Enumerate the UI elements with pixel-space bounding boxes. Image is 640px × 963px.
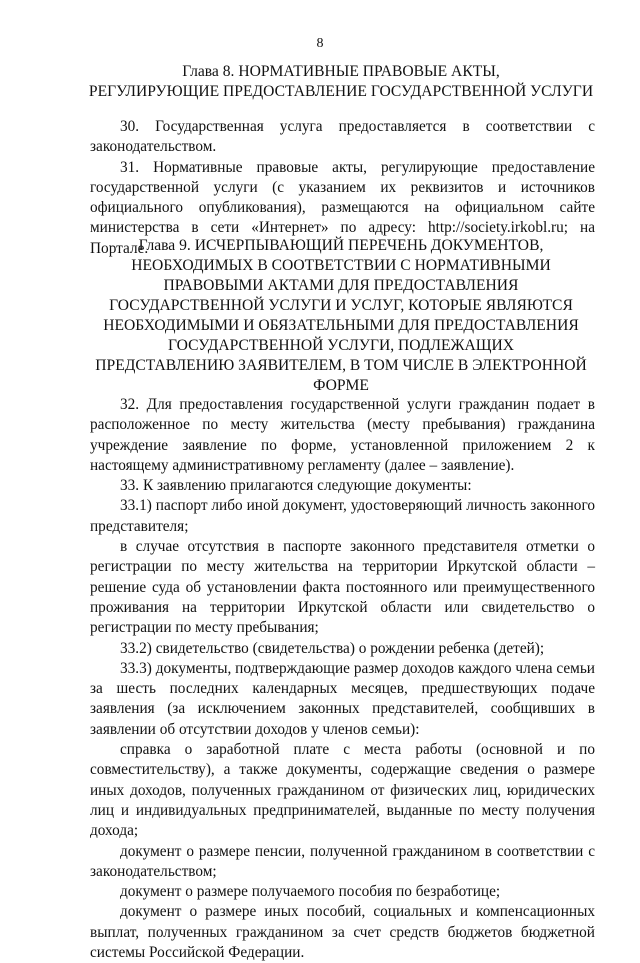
chapter-8-heading-line: РЕГУЛИРУЮЩИЕ ПРЕДОСТАВЛЕНИЕ ГОСУДАРСТВЕННОЙ УСЛУГИ xyxy=(88,83,594,100)
paragraph-unemployment-document: документ о размере получаемого пособия по безработице; xyxy=(120,883,501,901)
paragraph-32: 32. Для предоставления государственной услуги гражданин подает в расположенное по месту жительства (месту пребывания) гражданина учреждение заявление по форме, установленной приложением 2 к настоящему административному регламенту (далее – заявление). xyxy=(90,396,595,474)
chapter-8-heading xyxy=(86,62,596,102)
paragraph-31: 31. Нормативные правовые акты, регулирующие предоставление государственной услуги (с указанием их реквизитов и источников официального опубликования), размещаются на официальном сайте министерства в сети «Интернет» по адресу: http://society.irkobl.ru; на Портале. xyxy=(90,158,595,257)
chapter-9-heading-line: ПРАВОВЫМИ АКТАМИ ДЛЯ ПРЕДОСТАВЛЕНИЯ xyxy=(163,277,519,294)
paragraph-33-2: 33.2) свидетельство (свидетельства) о рождении ребенка (детей); xyxy=(120,639,545,657)
chapter-8-heading-line: Глава 8. НОРМАТИВНЫЕ ПРАВОВЫЕ АКТЫ, xyxy=(182,63,500,80)
chapter-9-heading-line: НЕОБХОДИМЫХ В СООТВЕТСТВИИ С НОРМАТИВНЫМИ xyxy=(131,257,551,274)
chapter-9-heading-line: Глава 9. ИСЧЕРПЫВАЮЩИЙ ПЕРЕЧЕНЬ ДОКУМЕНТОВ, xyxy=(138,237,544,254)
chapter-9-heading-line: НЕОБХОДИМЫМИ И ОБЯЗАТЕЛЬНЫМИ ДЛЯ ПРЕДОСТАВЛЕНИЯ xyxy=(103,317,579,334)
page-number: 8 xyxy=(316,36,324,51)
paragraph-33: 33. К заявлению прилагаются следующие документы: xyxy=(120,477,472,495)
paragraph-33-3: 33.3) документы, подтверждающие размер доходов каждого члена семьи за шесть последних календарных месяцев, предшествующих подаче заявления (за исключением законных представителей, сообщивших в заявлении об отсутствии доходов у членов семьи): xyxy=(90,659,595,738)
chapter-9-heading-line: ПРЕДСТАВЛЕНИЮ ЗАЯВИТЕЛЕМ, В ТОМ ЧИСЛЕ В ЭЛЕКТРОННОЙ xyxy=(95,357,587,374)
chapter-9-heading-line: ГОСУДАРСТВЕННОЙ УСЛУГИ, ПОДЛЕЖАЩИХ xyxy=(167,337,514,354)
chapter-9-heading xyxy=(86,236,596,396)
paragraph-pension-document: документ о размере пенсии, полученной гражданином в соответствии с законодательством; xyxy=(90,842,595,880)
chapter-9-body xyxy=(90,395,595,963)
paragraph-other-benefits-document: документ о размере иных пособий, социальных и компенсационных выплат, полученных гражданином за счет средств бюджетов бюджетной системы Российской Федерации. xyxy=(90,903,595,962)
paragraph-33-1: 33.1) паспорт либо иной документ, удостоверяющий личность законного представителя; xyxy=(90,497,595,535)
paragraph-30: 30. Государственная услуга предоставляется в соответствии с законодательством. xyxy=(90,118,595,156)
paragraph-salary-certificate: справка о заработной плате с места работы (основной и по совместительству), а также документы, содержащие сведения о размере иных доходов, полученных гражданином от физических лиц, юридических лиц и индивидуальных предпринимателей, выданные по месту получения дохода; xyxy=(90,741,595,840)
paragraph-33-1-registration: в случае отсутствия в паспорте законного представителя отметки о регистрации по месту жительства на территории Иркутской области – решение суда об установлении факта постоянного или преимущественного проживания на территории Иркутской области или свидетельство о регистрации по месту пребывания; xyxy=(90,538,595,637)
chapter-9-heading-line: ГОСУДАРСТВЕННОЙ УСЛУГИ И УСЛУГ, КОТОРЫЕ ЯВЛЯЮТСЯ xyxy=(109,297,573,314)
chapter-9-heading-line: ФОРМЕ xyxy=(313,377,369,394)
